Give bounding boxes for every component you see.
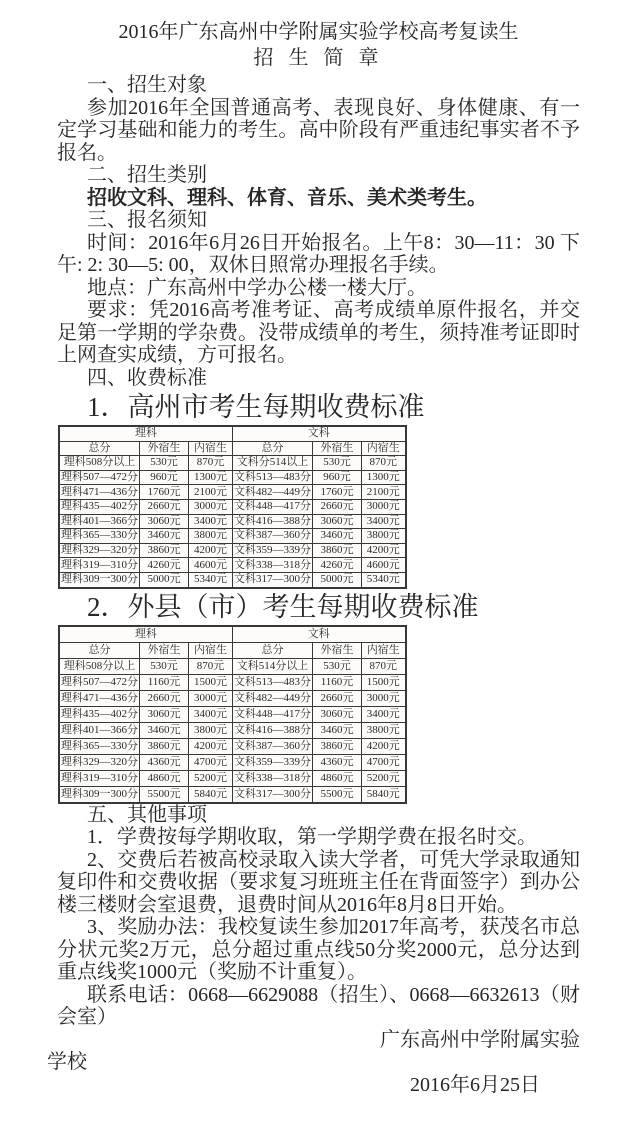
- fee-cell: 文科359—339分: [234, 756, 311, 769]
- fee-row: [59, 499, 406, 514]
- section3-requirement: 要求：凭2016高考准考证、高考成绩单原件报名，并交足第一学期的学杂费。没带成绩单的考生，须持准考证即时上网查实成绩，方可报名。: [57, 299, 580, 366]
- fee-cell: 3460元: [140, 529, 189, 544]
- fee-cell: 理科365—330分: [61, 740, 138, 753]
- fee-cell: 3860元: [140, 543, 189, 558]
- fee-cell: 3000元: [189, 499, 233, 514]
- fee-cell: 3800元: [189, 529, 233, 544]
- fee-cell: 5500元: [313, 786, 362, 803]
- fee-cell: 4200元: [362, 738, 406, 754]
- fee-cell: 理科329—320分: [61, 544, 138, 557]
- fee-cell: 理科507—472分: [61, 676, 138, 689]
- table2-col-header: 总分: [233, 642, 313, 658]
- fee-cell: 1500元: [189, 674, 233, 690]
- fee-cell: 4600元: [362, 558, 406, 573]
- fee-row: [59, 456, 406, 471]
- fee-cell: 文科416—388分: [234, 724, 311, 737]
- page-title-line2: 招 生 简 章: [253, 47, 384, 69]
- table2-title: 2．外县（市）考生每期收费标准: [87, 591, 479, 622]
- fee-cell: 文科514分以上: [233, 658, 313, 674]
- table1-col-header: 总分: [59, 441, 140, 456]
- fee-cell: 5200元: [189, 770, 233, 786]
- fee-cell: 5340元: [189, 572, 233, 587]
- fee-cell: 960元: [313, 470, 362, 485]
- fee-cell: 3800元: [362, 529, 406, 544]
- fee-row: [59, 754, 406, 770]
- fee-cell: 4860元: [140, 770, 189, 786]
- fee-cell: 870元: [189, 658, 233, 674]
- fee-row: [59, 572, 406, 587]
- fee-cell: 5200元: [362, 770, 406, 786]
- fee-cell: 文科338—318分: [234, 558, 311, 571]
- fee-row: [59, 470, 406, 485]
- fee-cell: 3400元: [362, 706, 406, 722]
- table1-title: 1．高州市考生每期收费标准: [87, 392, 425, 422]
- signature-line2: 学校: [47, 1051, 87, 1074]
- fee-cell: 4260元: [140, 558, 189, 573]
- fee-cell: 理科319—310分: [61, 772, 138, 785]
- fee-cell: 4260元: [313, 558, 362, 573]
- fee-cell: 文科317—300分: [233, 786, 313, 803]
- section5-item1: 1．学费按每学期收取，第一学期学费在报名时交。: [87, 826, 537, 849]
- fee-row: [59, 690, 406, 706]
- fee-cell: 4200元: [362, 543, 406, 558]
- fee-cell: 4360元: [313, 754, 362, 770]
- fee-row: [59, 786, 406, 803]
- fee-cell: 文科448—417分: [234, 708, 311, 721]
- fee-cell: 理科319—310分: [61, 558, 138, 571]
- fee-cell: 3060元: [313, 514, 362, 529]
- fee-cell: 文科387—360分: [234, 529, 311, 542]
- fee-cell: 1300元: [189, 470, 233, 485]
- fee-row: [59, 558, 406, 573]
- fee-cell: 文科482—449分: [234, 692, 311, 705]
- table2-col-header: 内宿生: [362, 642, 406, 658]
- fee-cell: 理科309一300分: [59, 786, 140, 803]
- fee-cell: 文科分514以上: [233, 456, 313, 471]
- fee-cell: 理科401—366分: [61, 514, 138, 527]
- fee-cell: 1500元: [362, 674, 406, 690]
- section4-heading: 四、收费标准: [87, 366, 207, 389]
- fee-cell: 2660元: [313, 499, 362, 514]
- fee-cell: 理科365—330分: [61, 529, 138, 542]
- fee-cell: 理科435—402分: [61, 708, 138, 721]
- fee-cell: 5000元: [313, 572, 362, 587]
- fee-cell: 文科387—360分: [234, 740, 311, 753]
- signature-line1: 广东高州中学附属实验: [380, 1028, 580, 1051]
- fee-cell: 文科448—417分: [234, 500, 311, 513]
- fee-cell: 2660元: [140, 690, 189, 706]
- section2-heading: 二、招生类别: [87, 164, 207, 186]
- section5-item2: 2、交费后若被高校录取入读大学者，可凭大学录取通知复印件和交费收据（要求复习班班主任在背面签字）到办公楼三楼财会室退费，退费时间从2016年8月8日开始。: [57, 848, 580, 916]
- table1-arts-group-header: 文科: [233, 426, 406, 441]
- section5-heading: 五、其他事项: [87, 803, 207, 826]
- fee-cell: 理科508分以上: [59, 658, 140, 674]
- fee-cell: 2660元: [140, 499, 189, 514]
- fee-cell: 文科513—483分: [234, 471, 311, 484]
- fee-cell: 4700元: [189, 754, 233, 770]
- fee-cell: 理科508分以上: [59, 456, 140, 471]
- fee-cell: 3860元: [313, 738, 362, 754]
- table2-group-header-row: [59, 626, 406, 643]
- fee-cell: 1300元: [362, 470, 406, 485]
- fee-row: [59, 706, 406, 722]
- fee-cell: 5840元: [189, 786, 233, 803]
- fee-cell: 文科416—388分: [234, 514, 311, 527]
- fee-cell: 5840元: [362, 786, 406, 803]
- section2-body: 招收文科、理科、体育、音乐、美术类考生。: [87, 186, 487, 209]
- fee-cell: 文科338—318分: [234, 772, 311, 785]
- fee-cell: 文科317—300分: [233, 572, 313, 587]
- fee-cell: 3000元: [362, 690, 406, 706]
- fee-cell: 5500元: [140, 786, 189, 803]
- document-body: [47, 12, 580, 1096]
- fee-cell: 4600元: [189, 558, 233, 573]
- table1-col-header: 外宿生: [140, 441, 189, 456]
- fee-row: [59, 738, 406, 754]
- fee-cell: 理科471—436分: [61, 485, 138, 498]
- table2-col-header: 内宿生: [189, 642, 233, 658]
- table1-col-header: 内宿生: [362, 441, 406, 456]
- fee-cell: 5340元: [362, 572, 406, 587]
- fee-cell: 1160元: [140, 674, 189, 690]
- fee-cell: 3800元: [362, 722, 406, 738]
- fee-cell: 530元: [313, 658, 362, 674]
- fee-row: [59, 485, 406, 500]
- fee-cell: 3400元: [362, 514, 406, 529]
- fee-cell: 3860元: [140, 738, 189, 754]
- fee-cell: 530元: [140, 456, 189, 471]
- fee-cell: 530元: [140, 658, 189, 674]
- fee-cell: 理科471—436分: [61, 692, 138, 705]
- table1-col-header: 外宿生: [313, 441, 362, 456]
- fee-cell: 文科359—339分: [234, 544, 311, 557]
- fee-cell: 理科309一300分: [59, 572, 140, 587]
- fee-cell: 理科401—366分: [61, 724, 138, 737]
- table2-arts-group-header: 文科: [233, 626, 406, 643]
- fee-cell: 3000元: [189, 690, 233, 706]
- fee-row: [59, 514, 406, 529]
- fee-cell: 理科329—320分: [61, 756, 138, 769]
- fee-row: [59, 658, 406, 674]
- section1-body: 参加2016年全国普通高考、表现良好、身体健康、有一定学习基础和能力的考生。高中阶段有严重违纪事实者不予报名。: [57, 96, 580, 164]
- fee-cell: 3860元: [313, 543, 362, 558]
- fee-cell: 3060元: [140, 514, 189, 529]
- table2-col-header: 外宿生: [313, 642, 362, 658]
- fee-cell: 3000元: [362, 499, 406, 514]
- gaozhou-city-fee-table: [58, 425, 407, 589]
- fee-cell: 3400元: [189, 706, 233, 722]
- fee-cell: 1160元: [313, 674, 362, 690]
- fee-row: [59, 529, 406, 544]
- fee-cell: 4360元: [140, 754, 189, 770]
- fee-cell: 3460元: [140, 722, 189, 738]
- section3-heading: 三、报名须知: [87, 209, 207, 231]
- page-title-line1: 2016年广东高州中学附属实验学校高考复读生: [118, 21, 519, 43]
- fee-cell: 2100元: [362, 485, 406, 500]
- contact-phone-line: 联系电话：0668—6629088（招生）、0668—6632613（财会室）: [57, 983, 580, 1029]
- fee-cell: 文科482—449分: [234, 485, 311, 498]
- fee-row: [59, 722, 406, 738]
- table2-column-header-row: [59, 642, 406, 658]
- fee-cell: 4860元: [313, 770, 362, 786]
- fee-cell: 870元: [189, 456, 233, 471]
- fee-row: [59, 674, 406, 690]
- fee-cell: 理科507—472分: [61, 471, 138, 484]
- section3-place: 地点：广东高州中学办公楼一楼大厅。: [87, 276, 427, 299]
- table1-col-header: 内宿生: [189, 441, 233, 456]
- fee-cell: 理科435—402分: [61, 500, 138, 513]
- fee-cell: 3460元: [313, 722, 362, 738]
- fee-cell: 870元: [362, 658, 406, 674]
- fee-cell: 3460元: [313, 529, 362, 544]
- table2-col-header: 总分: [59, 642, 140, 658]
- fee-cell: 4200元: [189, 543, 233, 558]
- fee-row: [59, 543, 406, 558]
- fee-cell: 文科513—483分: [234, 676, 311, 689]
- fee-row: [59, 770, 406, 786]
- fee-cell: 3060元: [313, 706, 362, 722]
- fee-cell: 1760元: [140, 485, 189, 500]
- section1-heading: 一、招生对象: [87, 74, 207, 96]
- table1-science-group-header: 理科: [59, 426, 233, 441]
- fee-cell: 870元: [362, 456, 406, 471]
- fee-cell: 960元: [140, 470, 189, 485]
- fee-cell: 1760元: [313, 485, 362, 500]
- table1-column-header-row: [59, 441, 406, 456]
- fee-cell: 2660元: [313, 690, 362, 706]
- fee-cell: 2100元: [189, 485, 233, 500]
- date-line: 2016年6月25日: [410, 1073, 540, 1096]
- table1-col-header: 总分: [233, 441, 313, 456]
- table1-group-header-row: [59, 426, 406, 441]
- fee-cell: 530元: [313, 456, 362, 471]
- fee-cell: 3400元: [189, 514, 233, 529]
- section3-time: 时间：2016年6月26日开始报名。上午8：30—11：30 下午: 2: 30—5: 00，双休日照常办理报名手续。: [57, 231, 580, 276]
- table2-science-group-header: 理科: [59, 626, 233, 643]
- fee-cell: 4200元: [189, 738, 233, 754]
- fee-cell: 5000元: [140, 572, 189, 587]
- fee-cell: 4700元: [362, 754, 406, 770]
- table2-col-header: 外宿生: [140, 642, 189, 658]
- fee-cell: 3800元: [189, 722, 233, 738]
- fee-cell: 3060元: [140, 706, 189, 722]
- section5-item3: 3、奖励办法：我校复读生参加2017年高考，获茂名市总分状元奖2万元，总分超过重点线50分奖2000元，总分达到重点线奖1000元（奖励不计重复）。: [57, 916, 580, 984]
- outer-county-fee-table: [58, 625, 407, 804]
